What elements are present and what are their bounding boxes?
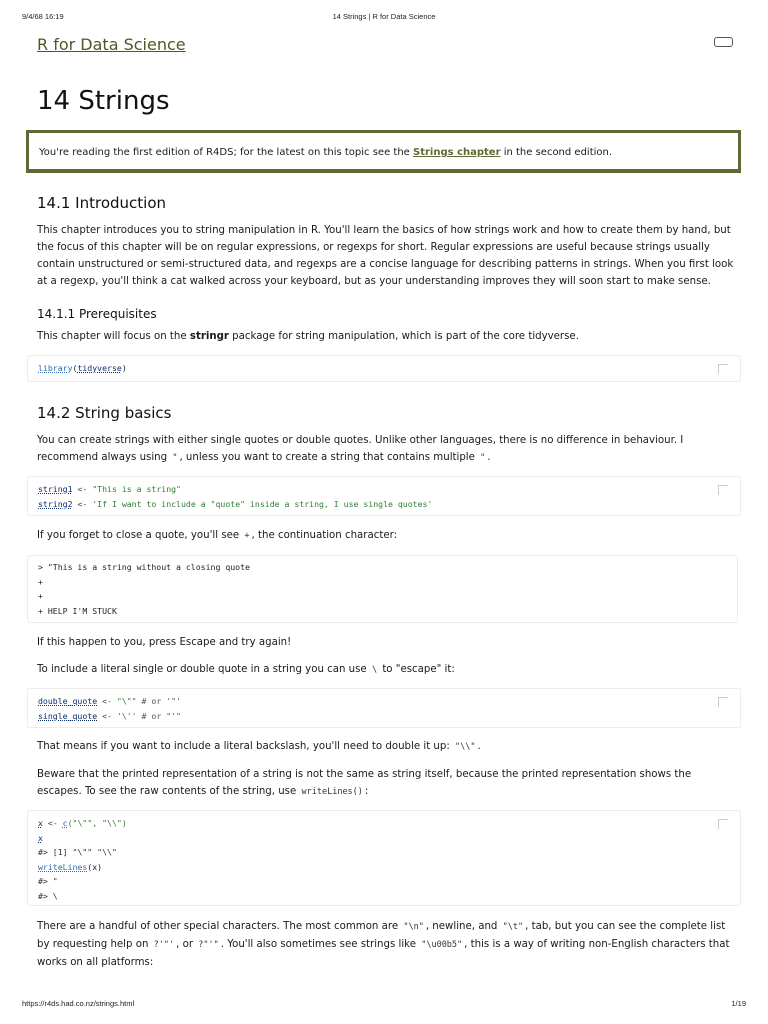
code-str-dq: "\"" <box>116 696 137 706</box>
forget-paragraph <box>37 527 737 545</box>
special-e: . You'll also sometimes see strings like <box>220 939 420 950</box>
cont-line-2: + <box>38 576 43 587</box>
code-arrow: <- <box>102 696 112 706</box>
notice-text <box>39 147 612 158</box>
code-str-sq: '\'' <box>116 710 137 721</box>
copy-icon[interactable] <box>718 485 728 495</box>
print-url: https://r4ds.had.co.nz/strings.html <box>22 999 135 1008</box>
forget-a: If you forget to close a quote, you'll see <box>37 530 243 541</box>
special-d: , or <box>176 939 197 950</box>
section-introduction-title: 14.1 Introduction <box>37 194 167 212</box>
strings-chapter-link[interactable]: Strings chapter <box>413 147 501 158</box>
inline-code-help-sq[interactable]: ?"'" <box>198 940 219 950</box>
code-fn-library[interactable]: library <box>38 363 73 373</box>
backslash-a: That means if you want to include a literal backslash, you'll need to double it up: <box>37 741 454 752</box>
section-string-basics-title: 14.2 String basics <box>37 404 172 422</box>
cont-line-4: + HELP I'M STUCK <box>38 605 117 616</box>
code-str-1: "This is a string" <box>92 484 181 494</box>
code-output-2: #> " <box>38 876 58 886</box>
stringr-pkg: stringr <box>189 331 229 342</box>
code-arg-tidyverse[interactable]: tidyverse <box>77 363 122 373</box>
section-prerequisites-title: 14.1.1 Prerequisites <box>37 307 157 321</box>
inline-code-tab: "\t" <box>502 922 524 932</box>
code-block-escape <box>27 688 741 728</box>
code-var-string1[interactable]: string1 <box>38 484 73 494</box>
prereq-before: This chapter will focus on the <box>37 331 190 342</box>
special-b: , newline, and <box>425 921 501 932</box>
basics-a: You can create strings with either single quotes or double quotes. Unlike other languages, there is no difference in behaviour. I recommend always using <box>37 435 684 463</box>
print-date: 9/4/68 16:19 <box>22 12 64 21</box>
code-arrow: <- <box>77 484 88 494</box>
code-writelines-args: (x) <box>87 861 103 872</box>
special-chars-paragraph <box>37 918 737 971</box>
inline-code-plus: + <box>244 531 250 541</box>
special-c: , tab, but you can see the complete list by requesting help on <box>37 921 726 950</box>
inline-code-writelines: writeLines() <box>301 787 363 797</box>
code-fn-c[interactable]: c <box>62 818 68 828</box>
copy-icon[interactable] <box>718 364 728 374</box>
notice-before: You're reading the first edition of R4DS; for the latest on this topic see the <box>39 147 414 158</box>
intro-paragraph: This chapter introduces you to string manipulation in R. You'll learn the basics of how strings work and how to create them by hand, but the focus of this chapter will be on regular expressions, or regexps for short. Regular expressions are useful because strings usually contain unstructured or semi-structured data, and regexps are a concise language for describing patterns in strings. When you first look at a regexp, you'll think a cat walked across your keyboard, but as your understanding improves they will soon start to make sense. <box>37 225 734 287</box>
inline-code-help-dq[interactable]: ?'"' <box>153 940 175 950</box>
code-comment-dq: # or '"' <box>141 696 181 706</box>
code-str-2: 'If I want to include a "quote" inside a string, I use single quotes' <box>92 498 433 509</box>
code-block-strings <box>27 476 741 516</box>
code-arrow: <- <box>102 710 112 721</box>
happen-paragraph: If this happen to you, press Escape and try again! <box>37 637 292 648</box>
prereq-paragraph <box>37 328 737 345</box>
code-output-1: #> [1] "\"" "\\" <box>38 847 117 857</box>
chapter-title: 14 Strings <box>37 86 170 116</box>
copy-icon[interactable] <box>718 697 728 707</box>
print-header <box>22 12 746 24</box>
inline-code-dq1: " <box>172 453 178 463</box>
beware-b: : <box>364 786 369 797</box>
inline-code-double-backslash: "\\" <box>455 742 476 752</box>
forget-b: , the continuation character: <box>251 530 398 541</box>
special-a: There are a handful of other special characters. The most common are <box>37 921 402 932</box>
inline-code-unicode: "\u00b5" <box>421 940 463 950</box>
code-var-x-print[interactable]: x <box>38 832 43 843</box>
edition-notice <box>26 130 741 173</box>
code-output-3: #> \ <box>38 890 58 901</box>
code-block-library: library(tidyverse) <box>27 355 741 382</box>
beware-a: Beware that the printed representation of a string is not the same as string itself, because the printed representation shows the escapes. To see the raw contents of the string, use <box>37 769 692 797</box>
backslash-paragraph <box>37 738 737 756</box>
basics-c: . <box>487 452 491 463</box>
code-var-single-quote[interactable]: single_quote <box>38 710 98 721</box>
notice-after: in the second edition. <box>500 147 613 158</box>
backslash-b: . <box>477 741 481 752</box>
inline-code-newline: "\n" <box>403 922 424 932</box>
code-fn-writelines[interactable]: writeLines <box>38 861 88 872</box>
print-title: 14 Strings | R for Data Science <box>332 12 436 21</box>
special-f: , this is a way of writing non-English characters that works on all platforms: <box>37 939 730 968</box>
inline-code-backslash: \ <box>371 665 378 675</box>
basics-b: , unless you want to create a string that contains multiple <box>179 452 479 463</box>
code-var-x[interactable]: x <box>38 818 43 828</box>
code-arrow: <- <box>77 498 88 509</box>
site-title-link[interactable]: R for Data Science <box>37 35 186 54</box>
print-footer <box>22 999 746 1011</box>
code-var-double-quote[interactable]: double_quote <box>38 696 98 706</box>
code-block-continuation <box>27 555 738 623</box>
menu-toggle-button[interactable] <box>714 37 733 47</box>
code-comment-sq: # or "'" <box>141 710 181 721</box>
copy-icon[interactable] <box>718 819 728 829</box>
literal-a: To include a literal single or double quote in a string you can use <box>37 664 370 675</box>
code-c-args: ("\"", "\\") <box>67 818 127 828</box>
code-arrow: <- <box>47 818 58 828</box>
basics-paragraph <box>37 432 737 467</box>
cont-line-3: + <box>38 591 43 601</box>
prereq-after: package for string manipulation, which is part of the core tidyverse. <box>228 331 579 342</box>
cont-line-1: > "This is a string without a closing quote <box>38 562 250 572</box>
code-block-writelines <box>27 810 741 906</box>
beware-paragraph <box>37 766 737 801</box>
code-var-string2[interactable]: string2 <box>38 498 73 509</box>
literal-paragraph <box>37 661 737 679</box>
print-page-number: 1/19 <box>731 999 746 1008</box>
inline-code-dq2: " <box>480 453 486 463</box>
literal-b: to "escape" it: <box>379 664 455 675</box>
